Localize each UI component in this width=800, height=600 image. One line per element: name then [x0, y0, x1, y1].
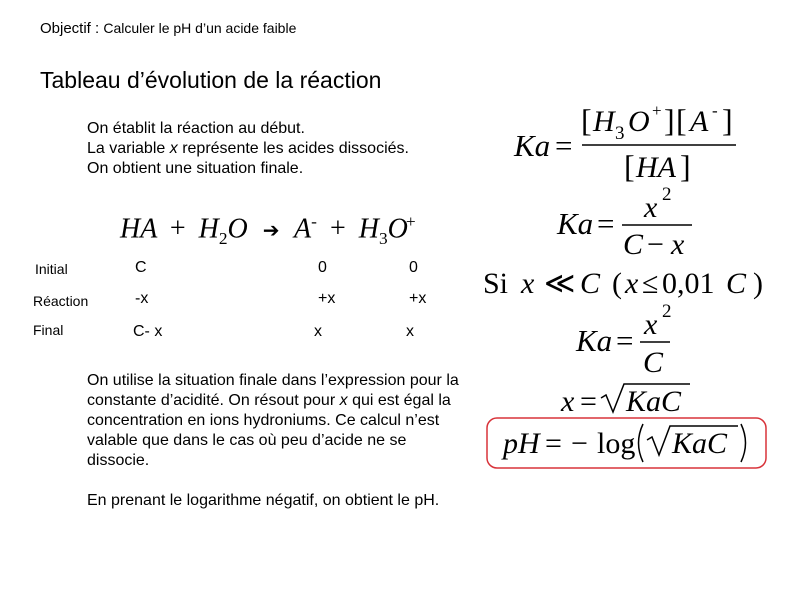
- svg-text:KaC: KaC: [626, 385, 682, 418]
- row-label-final: Final: [33, 322, 64, 338]
- svg-text:C: C: [643, 346, 664, 379]
- svg-text:]: ]: [664, 102, 675, 138]
- svg-text:A: A: [690, 105, 709, 138]
- left-paren-icon: [639, 424, 644, 462]
- svg-text:=: =: [597, 206, 615, 241]
- svg-text:x: x: [625, 267, 639, 300]
- row-label-initial: Initial: [35, 261, 68, 277]
- ka-expression-formula: [513, 101, 736, 184]
- cell-final-h3o: x: [406, 323, 414, 340]
- reaction-arrow-icon: ➔: [262, 218, 280, 243]
- svg-text:−: −: [571, 427, 588, 460]
- intro-line-3: On obtient une situation finale.: [87, 160, 304, 177]
- cell-reaction-ha: -x: [135, 290, 149, 307]
- svg-text:=: =: [580, 385, 597, 418]
- svg-text:x: x: [644, 191, 658, 224]
- svg-text:): ): [753, 267, 763, 300]
- svg-text:≪: ≪: [544, 267, 576, 300]
- row-label-reaction: Réaction: [33, 293, 89, 309]
- svg-text:0,01: 0,01: [662, 267, 715, 300]
- cell-initial-h3o: 0: [409, 259, 418, 276]
- svg-text:pH: pH: [503, 427, 540, 460]
- cell-reaction-a: +x: [318, 290, 336, 307]
- ph-result-formula: [487, 418, 766, 468]
- svg-text:2: 2: [662, 184, 672, 205]
- ka-x-formula: [556, 184, 692, 261]
- svg-text:[: [: [624, 148, 635, 184]
- intro-line-2: La variable x représente les acides dissociés.: [87, 140, 409, 157]
- x-solution-formula: [560, 384, 690, 418]
- svg-text:Ka: Ka: [514, 128, 551, 163]
- cell-final-ha: C- x: [133, 323, 163, 340]
- objective-text: Calculer le pH d’un acide faible: [103, 20, 297, 36]
- svg-text:Ka: Ka: [557, 206, 594, 241]
- svg-text:C: C: [623, 228, 644, 261]
- svg-text:C: C: [726, 267, 747, 300]
- svg-text:H: H: [593, 105, 615, 138]
- svg-text:=: =: [616, 323, 634, 358]
- svg-text:log: log: [597, 427, 636, 460]
- svg-text:3: 3: [615, 123, 625, 144]
- cell-initial-a: 0: [318, 259, 327, 276]
- svg-text:HA: HA: [636, 151, 676, 184]
- svg-text:[: [: [581, 102, 592, 138]
- svg-text:x: x: [561, 385, 575, 418]
- cell-final-a: x: [314, 323, 322, 340]
- svg-text:Ka: Ka: [576, 323, 613, 358]
- objective-label: Objectif :: [40, 20, 100, 37]
- svg-text:x: x: [671, 228, 685, 261]
- svg-text:(: (: [612, 267, 622, 300]
- svg-text:[: [: [676, 102, 687, 138]
- svg-text:=: =: [545, 427, 562, 460]
- svg-text:2: 2: [662, 301, 672, 322]
- right-paren-icon: [741, 424, 746, 462]
- svg-text:=: =: [555, 128, 573, 163]
- reaction-equation: HA + $H_2O$ ➔ $A^- + H_3O^+$: [120, 212, 416, 248]
- cell-reaction-h3o: +x: [409, 290, 427, 307]
- svg-text:]: ]: [680, 148, 691, 184]
- svg-text:C: C: [580, 267, 601, 300]
- svg-text:-: -: [712, 101, 718, 120]
- svg-text:−: −: [647, 228, 664, 261]
- conclusion-paragraph: En prenant le logarithme négatif, on obtient le pH.: [87, 492, 440, 509]
- svg-text:x: x: [521, 267, 535, 300]
- svg-text:≤: ≤: [642, 267, 659, 300]
- ka-simplified-formula: [575, 301, 672, 379]
- cell-initial-ha: C: [135, 259, 147, 276]
- approximation-condition: [483, 267, 763, 300]
- svg-text:O: O: [628, 105, 650, 138]
- svg-text:x: x: [644, 308, 658, 341]
- slide-title: Tableau d’évolution de la réaction: [40, 67, 382, 93]
- intro-line-1: On établit la réaction au début.: [87, 120, 305, 137]
- svg-text:]: ]: [722, 102, 733, 138]
- explanation-paragraph: On utilise la situation finale dans l’expression pour la constante d’acidité. On résout pour x qui est égal la concentration en ions hydroniums. Ce calcul n’est valable que dans le cas où peu d’acide ne se dissocie.: [87, 372, 459, 469]
- svg-text:+: +: [652, 101, 662, 120]
- svg-text:Si: Si: [483, 267, 509, 300]
- svg-text:KaC: KaC: [672, 427, 728, 460]
